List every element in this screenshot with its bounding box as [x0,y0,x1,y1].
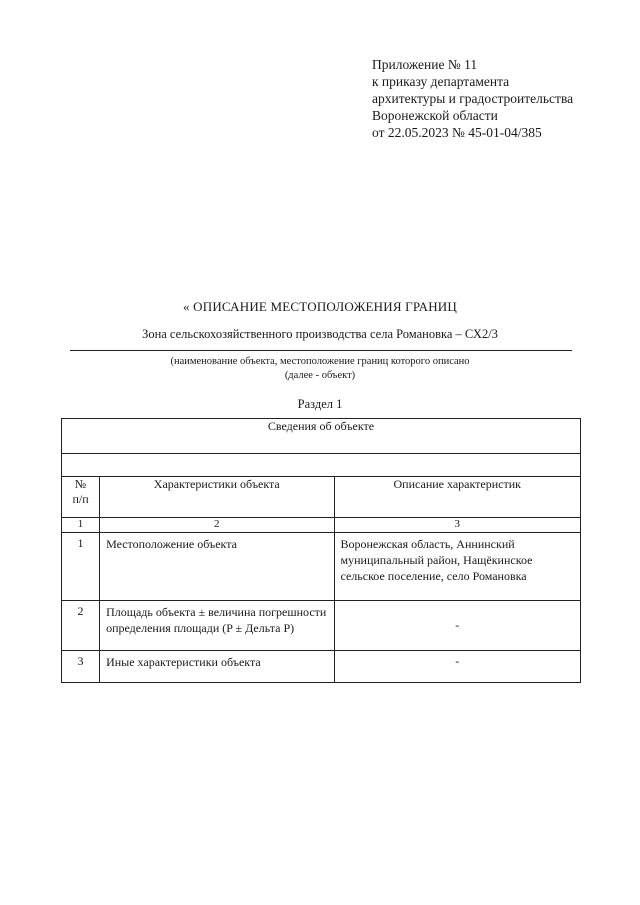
column-number-row [62,518,581,533]
header-num-symbol: № [74,477,87,491]
table-title: Сведения об объекте [62,419,581,454]
appendix-line: от 22.05.2023 № 45-01-04/385 [372,125,542,140]
zone-name: Зона сельскохозяйственного производства села Романовка – СХ2/3 [142,327,498,341]
underline-rule [70,350,572,351]
appendix-line: Приложение № 11 [372,57,478,72]
header-num [62,477,100,518]
appendix-line: к приказу департамента [372,74,510,89]
column-number: 1 [62,518,100,533]
zone-hint-line: (наименование объекта, местоположение границ которого описано [170,356,470,367]
table-header-row [62,477,581,518]
appendix-line: архитектуры и градостроительства [372,91,574,106]
document-title: « ОПИСАНИЕ МЕСТОПОЛОЖЕНИЯ ГРАНИЦ [183,299,457,314]
table-row [62,601,581,651]
row-characteristic: Иные характеристики объекта [100,651,334,683]
appendix-line: Воронежской области [372,108,498,123]
row-characteristic: Площадь объекта ± величина погрешности определения площади (P ± Дельта P) [100,601,334,651]
header-description: Описание характеристик [334,477,581,518]
row-num: 2 [62,601,100,651]
empty-cell [62,454,581,477]
row-description: - [334,651,581,683]
column-number: 3 [334,518,581,533]
zone-hint-line: (далее - объект) [284,370,356,381]
object-info-table [61,418,581,683]
section-label: Раздел 1 [297,397,343,411]
column-number: 2 [100,518,334,533]
row-characteristic: Местоположение объекта [100,533,334,601]
table-title-row [62,419,581,454]
table-row [62,651,581,683]
row-description: Воронежская область, Аннинский муниципальный район, Нащёкинское сельское поселение, село Романовка [334,533,581,601]
appendix-block [372,56,573,141]
row-num: 3 [62,651,100,683]
table-row [62,533,581,601]
row-num: 1 [62,533,100,601]
header-num-abbr: п/п [72,492,89,506]
row-description: - [334,601,581,651]
zone-hint [0,355,640,383]
header-characteristics: Характеристики объекта [100,477,334,518]
table-empty-row [62,454,581,477]
